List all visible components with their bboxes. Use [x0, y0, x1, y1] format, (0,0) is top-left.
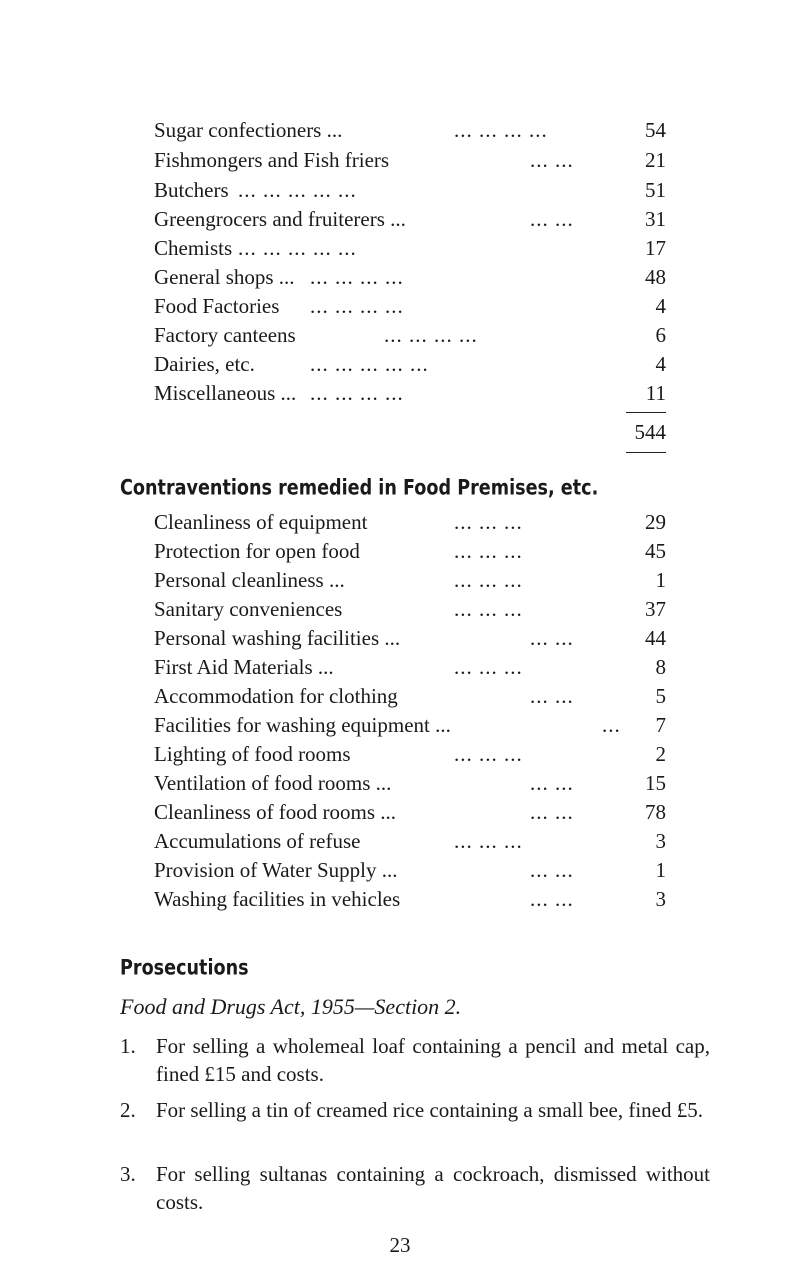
item-label: Chemists	[154, 236, 233, 260]
item-value: 3	[655, 887, 666, 911]
list-item	[154, 148, 666, 172]
list-item	[154, 568, 666, 592]
list-item	[154, 352, 666, 376]
item-label: Washing facilities in vehicles	[154, 887, 401, 911]
item-text: For selling a tin of creamed rice containing a small bee, fined £5.	[156, 1098, 703, 1122]
item-value: 6	[655, 323, 666, 347]
list-item	[154, 655, 666, 679]
act-reference: Food and Drugs Act, 1955—Section 2.	[120, 994, 462, 1019]
item-label: Greengrocers and fruiterers ...	[154, 207, 406, 231]
item-label: Sugar confectioners ...	[154, 118, 343, 142]
item-value: 51	[645, 178, 666, 202]
list-item	[154, 265, 666, 289]
item-label: Food Factories	[154, 294, 280, 318]
leader-dots: ... ... ...	[454, 568, 523, 592]
item-label: Factory canteens	[154, 323, 296, 347]
item-value: 5	[655, 684, 666, 708]
list-item	[154, 800, 666, 824]
premises-total: 544	[634, 420, 666, 444]
leader-dots: ... ... ... ...	[310, 381, 404, 405]
leader-dots: ... ...	[530, 626, 574, 650]
item-value: 54	[645, 118, 666, 142]
item-value: 45	[645, 539, 666, 563]
list-item	[154, 684, 666, 708]
item-value: 48	[645, 265, 666, 289]
leader-dots: ... ... ...	[454, 539, 523, 563]
item-label: Sanitary conveniences	[154, 597, 343, 621]
leader-dots: ... ... ...	[454, 655, 523, 679]
item-label: Ventilation of food rooms ...	[154, 771, 392, 795]
item-value: 4	[655, 352, 666, 376]
item-label: Accumulations of refuse	[154, 829, 361, 853]
item-number: 3.	[120, 1162, 136, 1186]
item-label: Miscellaneous ...	[154, 381, 297, 405]
item-label: Accommodation for clothing	[154, 684, 398, 708]
item-value: 29	[645, 510, 666, 534]
item-value: 11	[645, 381, 666, 405]
total-rule-top	[626, 412, 666, 413]
list-item	[154, 539, 666, 563]
item-value: 37	[645, 597, 666, 621]
item-label: Personal washing facilities ...	[154, 626, 401, 650]
item-label: Cleanliness of food rooms ...	[154, 800, 397, 824]
leader-dots: ... ... ...	[454, 742, 523, 766]
leader-dots: ... ... ... ... ...	[310, 352, 429, 376]
list-item	[154, 626, 666, 650]
leader-dots: ... ... ...	[454, 597, 523, 621]
item-value: 15	[645, 771, 666, 795]
leader-dots: ... ... ... ...	[384, 323, 478, 347]
item-text: For selling a wholemeal loaf containing a pencil and metal cap, fined £15 and costs.	[156, 1034, 710, 1086]
item-value: 8	[655, 655, 666, 679]
list-item	[154, 597, 666, 621]
leader-dots: ... ... ...	[454, 510, 523, 534]
list-item	[154, 510, 666, 534]
item-value: 44	[645, 626, 666, 650]
leader-dots: ...	[602, 713, 621, 737]
list-item	[154, 207, 666, 231]
leader-dots: ... ... ... ... ...	[238, 236, 357, 260]
item-label: Butchers	[154, 178, 229, 202]
item-value: 17	[645, 236, 666, 260]
item-value: 4	[655, 294, 666, 318]
leader-dots: ... ...	[530, 800, 574, 824]
list-item	[154, 829, 666, 853]
list-item	[154, 294, 666, 318]
total-rule-bottom	[626, 452, 666, 453]
list-item	[154, 236, 666, 260]
item-value: 21	[645, 148, 666, 172]
list-item	[154, 771, 666, 795]
list-item	[154, 178, 666, 202]
item-label: Personal cleanliness ...	[154, 568, 345, 592]
item-label: Lighting of food rooms	[154, 742, 351, 766]
item-label: Dairies, etc.	[154, 352, 255, 376]
item-value: 1	[655, 568, 666, 592]
item-value: 7	[655, 713, 666, 737]
list-item	[154, 381, 666, 405]
leader-dots: ... ... ... ... ...	[238, 178, 357, 202]
leader-dots: ... ... ...	[454, 829, 523, 853]
leader-dots: ... ... ... ...	[310, 265, 404, 289]
leader-dots: ... ...	[530, 207, 574, 231]
item-label: Protection for open food	[154, 539, 360, 563]
leader-dots: ... ... ... ...	[454, 118, 548, 142]
leader-dots: ... ...	[530, 771, 574, 795]
item-value: 3	[655, 829, 666, 853]
item-number: 2.	[120, 1098, 136, 1122]
item-label: Facilities for washing equipment ...	[154, 713, 451, 737]
leader-dots: ... ...	[530, 858, 574, 882]
item-value: 31	[645, 207, 666, 231]
list-item	[154, 323, 666, 347]
item-label: Fishmongers and Fish friers	[154, 148, 390, 172]
item-value: 1	[655, 858, 666, 882]
list-item	[154, 858, 666, 882]
total-row	[154, 420, 666, 444]
contraventions-heading: Contraventions remedied in Food Premises, etc.	[120, 474, 599, 500]
item-label: First Aid Materials ...	[154, 655, 334, 679]
item-label: Cleanliness of equipment	[154, 510, 368, 534]
item-value: 78	[645, 800, 666, 824]
leader-dots: ... ...	[530, 887, 574, 911]
leader-dots: ... ... ... ...	[310, 294, 404, 318]
prosecutions-heading: Prosecutions	[120, 954, 249, 980]
page-number: 23	[389, 1233, 411, 1257]
list-item	[154, 887, 666, 911]
item-label: General shops ...	[154, 265, 295, 289]
item-number: 1.	[120, 1034, 136, 1058]
item-label: Provision of Water Supply ...	[154, 858, 398, 882]
leader-dots: ... ...	[530, 684, 574, 708]
item-value: 2	[655, 742, 666, 766]
list-item	[154, 713, 666, 737]
leader-dots: ... ...	[530, 148, 574, 172]
list-item	[154, 742, 666, 766]
list-item	[154, 118, 666, 142]
item-text: For selling sultanas containing a cockroach, dismissed without costs.	[156, 1162, 710, 1214]
